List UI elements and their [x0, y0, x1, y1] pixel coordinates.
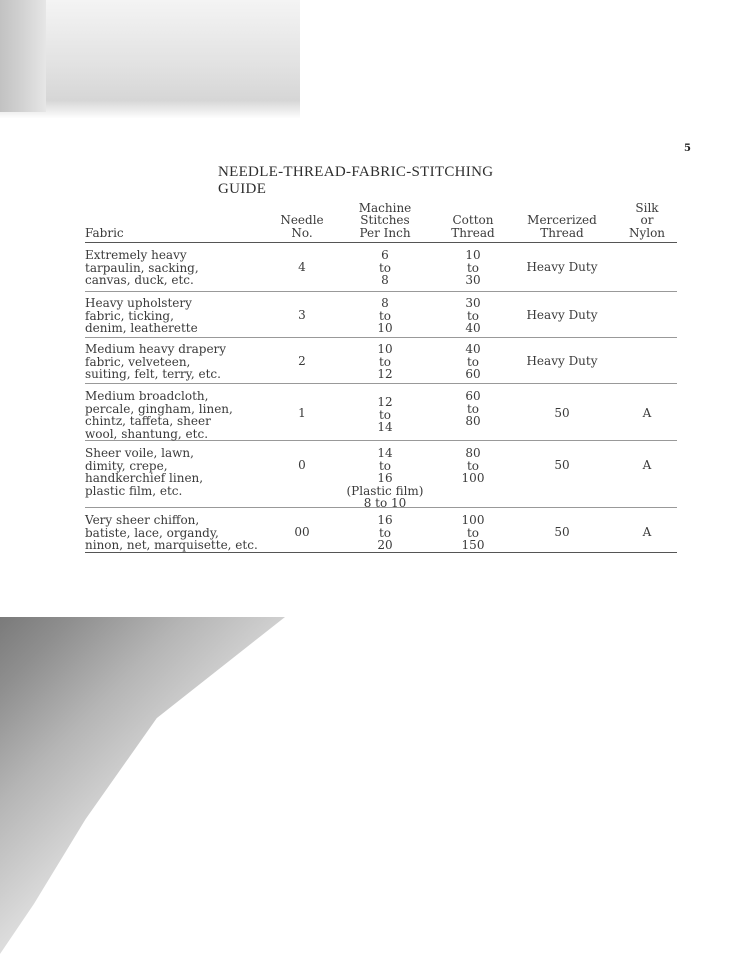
header-silk-line: Silk [635, 200, 659, 215]
needle-cell [277, 355, 327, 368]
table-row [85, 508, 677, 552]
cotton-line: 10 [465, 248, 481, 262]
fabric-line: suiting, felt, terry, etc. [85, 367, 221, 381]
table-row [85, 441, 677, 510]
header-stitches-line: Stitches [360, 213, 410, 227]
cotton-cell [443, 447, 503, 485]
cotton-line: to [466, 458, 480, 473]
fabric-cell [85, 514, 270, 552]
stitches-line: 8 to 10 [363, 496, 407, 510]
header-cotton-line: Cotton [452, 213, 494, 227]
cotton-line: 40 [465, 342, 481, 356]
fabric-line: wool, shantung, etc. [85, 426, 209, 441]
stitches-line: 12 [377, 367, 393, 381]
table-row [85, 243, 677, 291]
mercerized-cell [510, 526, 614, 539]
cotton-line: 80 [465, 414, 481, 428]
needle-cell [277, 459, 327, 472]
needle-value: 00 [294, 524, 310, 539]
stitches-line: 14 [377, 420, 393, 434]
stitches-line: to [378, 407, 392, 422]
cotton-line: to [466, 401, 480, 416]
fabric-line: Heavy upholstery [85, 296, 192, 310]
mercerized-cell [510, 407, 614, 420]
scan-shadow-bottom [0, 617, 285, 954]
needle-value: 0 [298, 457, 306, 472]
header-mercerized-line: Thread [540, 225, 584, 240]
cotton-line: 30 [465, 273, 481, 287]
header-silk-line: Nylon [628, 225, 666, 240]
table-body [85, 243, 677, 553]
mercerized-cell [510, 355, 614, 368]
cotton-line: 150 [461, 538, 485, 552]
fabric-line: Sheer voile, lawn, [85, 446, 194, 460]
needle-value: 4 [298, 259, 306, 274]
stitching-guide-table [85, 196, 677, 553]
fabric-line: Medium broadcloth, [85, 389, 209, 403]
stitches-line: 20 [377, 538, 393, 552]
table-header-row [85, 196, 677, 242]
fabric-cell [85, 249, 270, 287]
silk-cell [618, 526, 676, 539]
fabric-line: fabric, ticking, [85, 308, 174, 323]
stitches-cell [340, 514, 430, 552]
cotton-line: to [466, 354, 480, 369]
header-mercerized [510, 214, 614, 239]
cotton-line: to [466, 525, 480, 540]
mercerized-value: 50 [554, 457, 570, 472]
needle-cell [277, 261, 327, 274]
fabric-cell [85, 343, 270, 381]
fabric-line: percale, gingham, linen, [85, 401, 233, 416]
table-row [85, 384, 677, 440]
cotton-line: 40 [465, 321, 481, 335]
table-row [85, 338, 677, 383]
fabric-line: fabric, velveteen, [85, 354, 191, 369]
silk-value: A [642, 457, 652, 472]
stitches-cell [340, 396, 430, 434]
header-needle-line: Needle [280, 213, 324, 227]
silk-cell [618, 459, 676, 472]
table-row [85, 292, 677, 337]
mercerized-value: 50 [554, 524, 570, 539]
fabric-line: denim, leatherette [85, 321, 198, 335]
stitches-cell [340, 447, 430, 510]
page-number: 5 [684, 143, 691, 154]
needle-value: 3 [298, 307, 306, 322]
stitches-line: 10 [377, 342, 393, 356]
needle-cell [277, 526, 327, 539]
fabric-line: batiste, lace, organdy, [85, 525, 219, 540]
header-needle-line: No. [291, 225, 313, 240]
scan-shadow-top-left [0, 0, 46, 112]
header-cotton-line: Thread [451, 225, 495, 240]
stitches-line: 16 [377, 471, 393, 485]
needle-value: 1 [298, 405, 306, 420]
mercerized-cell [510, 261, 614, 274]
header-needle [277, 214, 327, 239]
cotton-line: to [466, 260, 480, 275]
stitches-line: 14 [377, 446, 393, 460]
fabric-line: ninon, net, marquisette, etc. [85, 538, 258, 552]
stitches-line: to [378, 458, 392, 473]
stitches-cell [340, 343, 430, 381]
page-title: NEEDLE-THREAD-FABRIC-STITCHING GUIDE [218, 164, 494, 197]
stitches-line: 6 [381, 248, 389, 262]
stitches-line: 12 [377, 395, 393, 409]
cotton-line: 100 [461, 471, 485, 485]
silk-cell [618, 407, 676, 420]
cotton-cell [443, 297, 503, 335]
cotton-line: 100 [461, 513, 485, 527]
mercerized-cell [510, 459, 614, 472]
stitches-line: 10 [377, 321, 393, 335]
fabric-line: plastic film, etc. [85, 483, 183, 498]
stitches-cell [340, 249, 430, 287]
stitches-line: to [378, 308, 392, 323]
stitches-line: (Plastic film) [346, 483, 424, 498]
fabric-line: Medium heavy drapery [85, 342, 227, 356]
cotton-cell [443, 249, 503, 287]
fabric-line: Very sheer chiffon, [85, 513, 200, 527]
fabric-cell [85, 390, 270, 440]
mercerized-cell [510, 309, 614, 322]
fabric-line: chintz, taffeta, sheer [85, 414, 211, 428]
cotton-cell [443, 390, 503, 428]
silk-value: A [642, 524, 652, 539]
cotton-line: 60 [465, 367, 481, 381]
stitches-line: 8 [381, 296, 389, 310]
needle-cell [277, 407, 327, 420]
mercerized-value: Heavy Duty [526, 307, 598, 322]
cotton-cell [443, 514, 503, 552]
stitches-line: to [378, 525, 392, 540]
fabric-cell [85, 297, 270, 335]
fabric-line: handkerchief linen, [85, 471, 204, 485]
header-stitches [340, 202, 430, 240]
row-rule [85, 552, 677, 553]
header-fabric [85, 227, 270, 240]
stitches-cell [340, 297, 430, 335]
cotton-line: 30 [465, 296, 481, 310]
stitches-line: 8 [381, 273, 389, 287]
stitches-line: to [378, 260, 392, 275]
cotton-line: to [466, 308, 480, 323]
header-cotton [443, 214, 503, 239]
header-silk [618, 202, 676, 240]
mercerized-value: 50 [554, 405, 570, 420]
header-silk-line: or [640, 213, 654, 227]
fabric-cell [85, 447, 270, 497]
cotton-line: 80 [465, 446, 481, 460]
mercerized-value: Heavy Duty [526, 353, 598, 368]
header-mercerized-line: Mercerized [527, 213, 597, 227]
mercerized-value: Heavy Duty [526, 259, 598, 274]
stitches-line: to [378, 354, 392, 369]
cotton-cell [443, 343, 503, 381]
stitches-line: 16 [377, 513, 393, 527]
fabric-line: dimity, crepe, [85, 458, 168, 473]
header-stitches-line: Machine [358, 200, 412, 215]
needle-cell [277, 309, 327, 322]
needle-value: 2 [298, 353, 306, 368]
header-fabric-text: Fabric [85, 225, 124, 240]
fabric-line: canvas, duck, etc. [85, 273, 194, 287]
silk-value: A [642, 405, 652, 420]
header-stitches-line: Per Inch [359, 225, 411, 240]
cotton-line: 60 [465, 389, 481, 403]
fabric-line: tarpaulin, sacking, [85, 260, 199, 275]
fabric-line: Extremely heavy [85, 248, 187, 262]
